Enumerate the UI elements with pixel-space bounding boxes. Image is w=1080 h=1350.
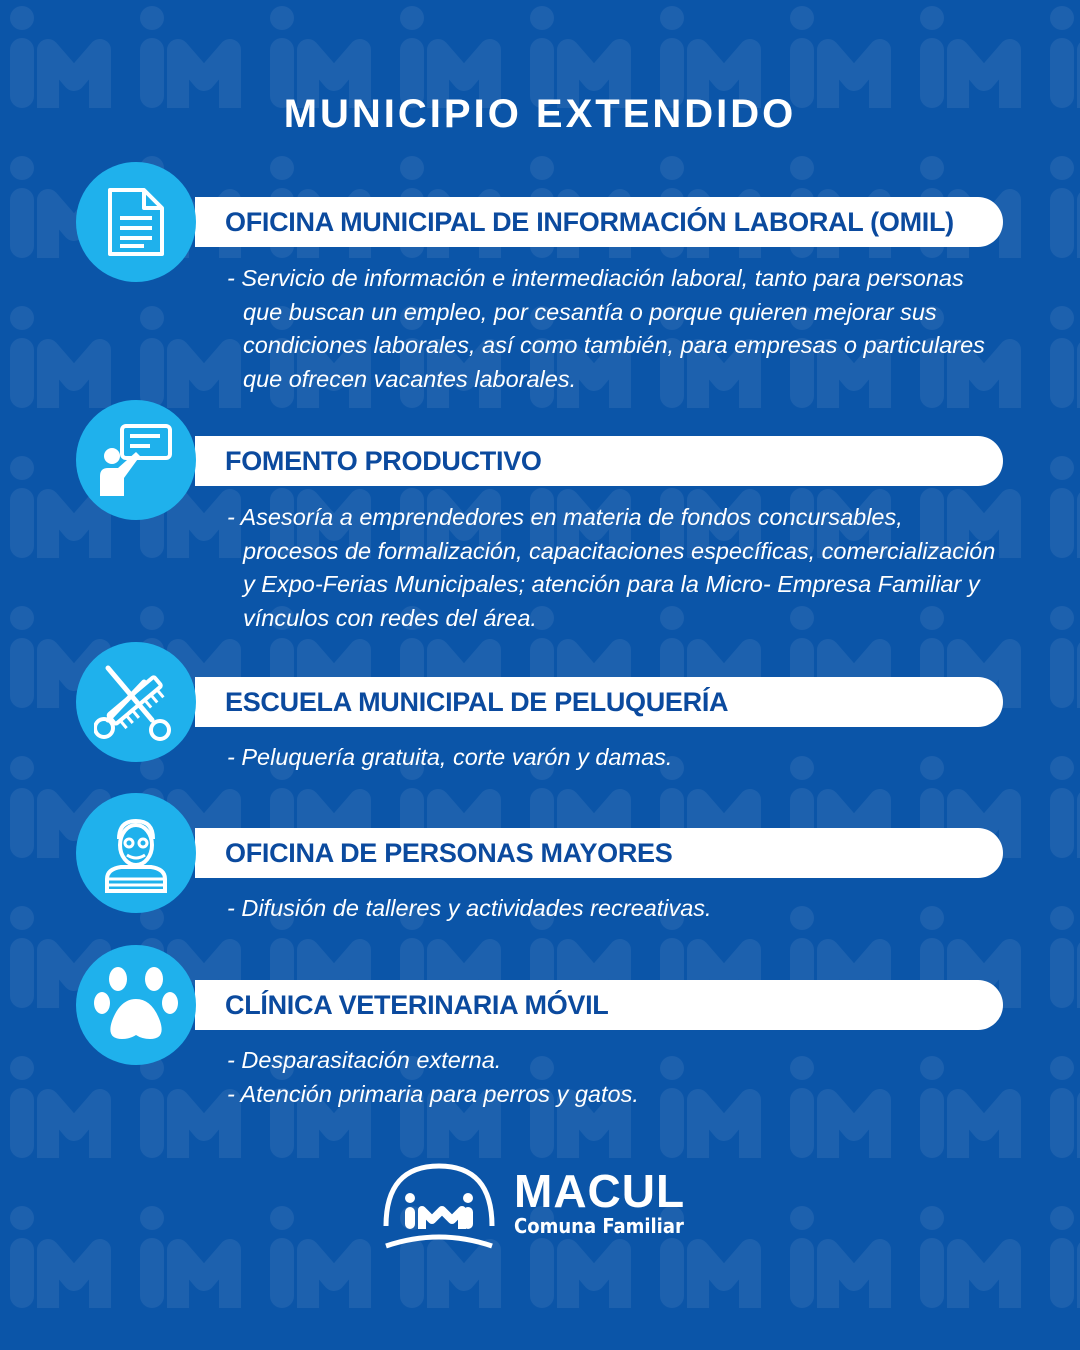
section-icon-circle [76, 642, 196, 762]
section-description [227, 501, 997, 635]
paw-icon [94, 965, 178, 1045]
section-description [227, 262, 997, 396]
section-heading-bar [195, 980, 1003, 1030]
section-heading: CLÍNICA VETERINARIA MÓVIL [225, 989, 609, 1020]
logo-name: MACUL [514, 1165, 686, 1217]
macul-emblem-icon [380, 1162, 498, 1257]
document-icon [104, 186, 168, 258]
scissors-comb-icon [94, 660, 178, 744]
section-icon-circle [76, 793, 196, 913]
section-heading: FOMENTO PRODUCTIVO [225, 445, 542, 476]
section-description [227, 741, 997, 775]
section-heading-bar [195, 828, 1003, 878]
macul-logo [380, 1162, 710, 1257]
section-heading: OFICINA DE PERSONAS MAYORES [225, 837, 673, 868]
description-line: - Servicio de información e intermediación laboral, tanto para personas que buscan un empleo, por cesantía o porque quieren mejorar sus condiciones laborales, así como también, para empresas o particulares que ofrecen vacantes laborales. [227, 265, 985, 392]
section-heading: OFICINA MUNICIPAL DE INFORMACIÓN LABORAL (OMIL) [225, 206, 954, 237]
section-heading-bar [195, 436, 1003, 486]
presenter-icon [98, 422, 174, 498]
logo-subtitle: Comuna Familiar [514, 1214, 684, 1238]
description-line: - Desparasitación externa. [227, 1047, 502, 1073]
elderly-person-icon [101, 813, 171, 893]
section-heading: ESCUELA MUNICIPAL DE PELUQUERÍA [225, 686, 729, 717]
description-line: - Asesoría a emprendedores en materia de fondos concursables, procesos de formalización, capacitaciones específicas, comercialización y Expo-Ferias Municipales; atención para la Micro- Empresa Familiar y vínculos con redes del área. [227, 504, 996, 631]
section-icon-circle [76, 162, 196, 282]
page-title: MUNICIPIO EXTENDIDO [283, 92, 797, 136]
section-icon-circle [76, 400, 196, 520]
section-description [227, 892, 997, 926]
description-line: - Atención primaria para perros y gatos. [227, 1080, 639, 1107]
section-description [227, 1044, 997, 1111]
section-icon-circle [76, 945, 196, 1065]
description-line: - Difusión de talleres y actividades recreativas. [227, 895, 712, 921]
section-heading-bar [195, 677, 1003, 727]
description-line: - Peluquería gratuita, corte varón y damas. [227, 744, 673, 770]
section-heading-bar [195, 197, 1003, 247]
